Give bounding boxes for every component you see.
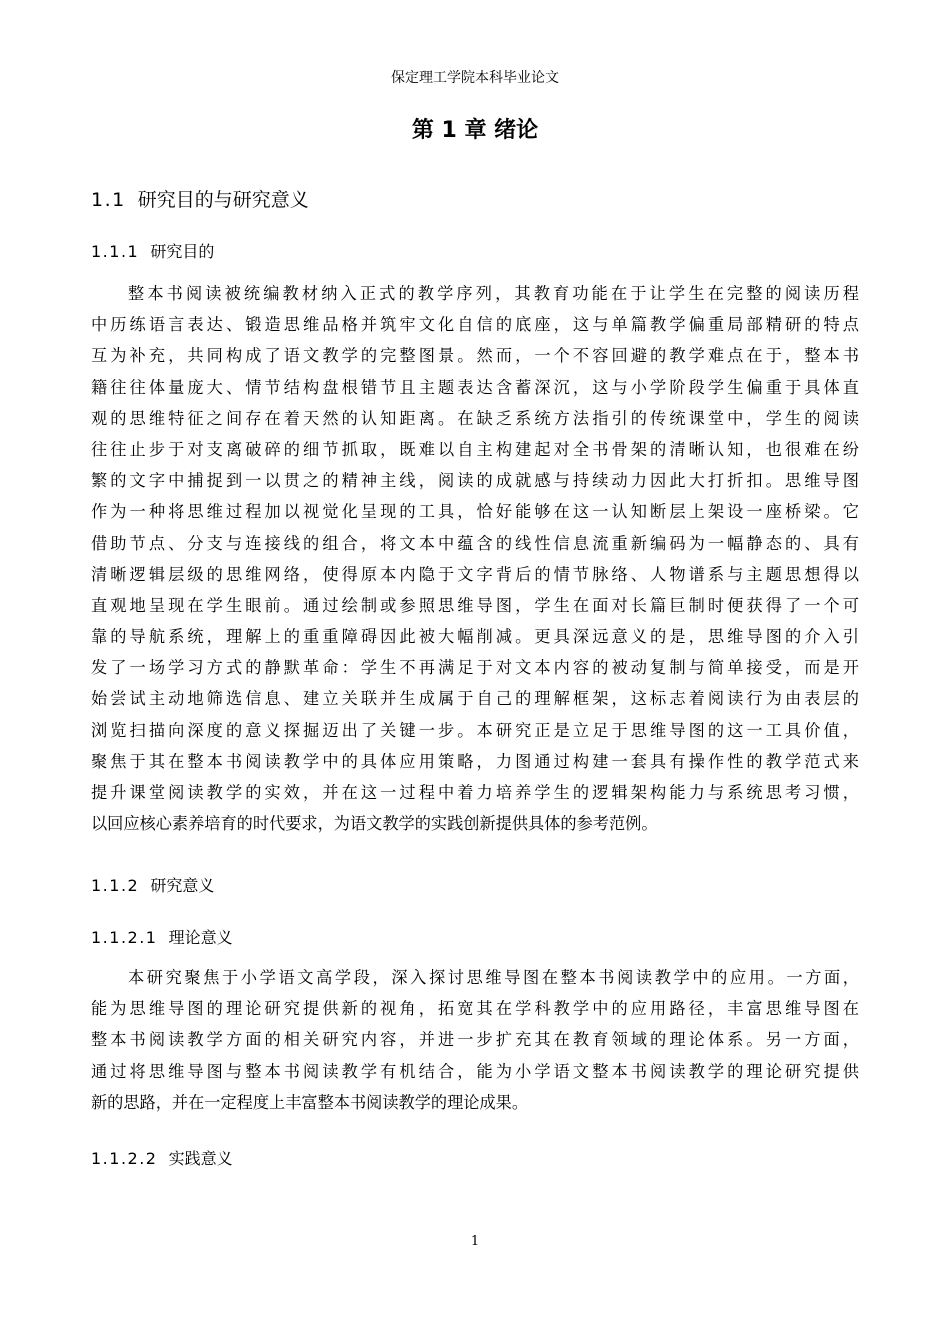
section-title: 研究意义 — [150, 876, 215, 895]
section-title: 实践意义 — [168, 1149, 233, 1168]
paragraph-line: 中历练语言表达、锻造思维品格并筑牢文化自信的底座，这与单篇教学偏重局部精研的特点 — [91, 315, 859, 335]
paragraph-line: 借助节点、分支与连接线的组合，将文本中蕴含的线性信息流重新编码为一幅静态的、具有 — [91, 533, 859, 553]
paragraph-line: 互为补充，共同构成了语文教学的完整图景。然而，一个不容回避的教学难点在于，整本书 — [91, 346, 859, 366]
paragraph-line: 本研究聚焦于小学语文高学段，深入探讨思维导图在整本书阅读教学中的应用。一方面， — [128, 968, 859, 987]
paragraph-line: 籍往往体量庞大、情节结构盘根错节且主题表达含蓄深沉，这与小学阶段学生偏重于具体直 — [91, 377, 859, 397]
section-number: 1.1.2.1 — [91, 928, 158, 947]
paragraph-line: 通过将思维导图与整本书阅读教学有机结合，能为小学语文整本书阅读教学的理论研究提供 — [91, 1061, 859, 1081]
paragraph-line: 整本书阅读教学方面的相关研究内容，并进一步扩充其在教育领域的理论体系。另一方面， — [91, 1030, 859, 1050]
page-number: 1 — [470, 1234, 480, 1249]
section-title: 研究目的与研究意义 — [137, 189, 309, 211]
paragraph-line: 清晰逻辑层级的思维网络，使得原本内隐于文字背后的情节脉络、人物谱系与主题思想得以 — [91, 564, 859, 584]
paragraph-line: 新的思路，并在一定程度上丰富整本书阅读教学的理论成果。 — [91, 1092, 529, 1112]
paragraph-theoretical-significance — [91, 962, 859, 1118]
paragraph-line: 靠的导航系统，理解上的重重障碍因此被大幅削减。更具深远意义的是，思维导图的介入引 — [91, 627, 859, 647]
section-number: 1.1.2.2 — [91, 1149, 158, 1168]
paragraph-line: 观的思维特征之间存在着天然的认知距离。在缺乏系统方法指引的传统课堂中，学生的阅读 — [91, 408, 859, 428]
paragraph-line: 往往止步于对支离破碎的细节抓取，既难以自主构建起对全书骨架的清晰认知，也很难在纷 — [91, 439, 859, 459]
section-number: 1.1.1 — [91, 242, 140, 261]
paragraph-line: 作为一种将思维过程加以视觉化呈现的工具，恰好能够在这一认知断层上架设一座桥梁。它 — [91, 502, 859, 522]
paragraph-research-purpose — [91, 278, 859, 839]
section-number: 1.1.2 — [91, 876, 140, 895]
paragraph-line: 浏览扫描向深度的意义探掘迈出了关键一步。本研究正是立足于思维导图的这一工具价值， — [91, 720, 859, 740]
running-header: 保定理工学院本科毕业论文 — [391, 70, 559, 86]
section-title: 研究目的 — [150, 242, 215, 261]
section-number: 1.1 — [91, 189, 126, 211]
paragraph-line: 提升课堂阅读教学的实效，并在这一过程中着力培养学生的逻辑架构能力与系统思考习惯， — [91, 783, 859, 802]
paragraph-line: 发了一场学习方式的静默革命：学生不再满足于对文本内容的被动复制与简单接受，而是开 — [91, 658, 859, 678]
paragraph-line: 繁的文字中捕捉到一以贯之的精神主线，阅读的成就感与持续动力因此大打折扣。思维导图 — [91, 471, 859, 491]
paragraph-line: 聚焦于其在整本书阅读教学中的具体应用策略，力图通过构建一套具有操作性的教学范式来 — [91, 751, 859, 771]
paragraph-line: 以回应核心素养培育的时代要求，为语文教学的实践创新提供具体的参考范例。 — [91, 814, 658, 834]
paragraph-line: 整本书阅读被统编教材纳入正式的教学序列，其教育功能在于让学生在完整的阅读历程 — [128, 284, 859, 303]
paragraph-line: 能为思维导图的理论研究提供新的视角，拓宽其在学科教学中的应用路径，丰富思维导图在 — [91, 999, 859, 1019]
paragraph-line: 始尝试主动地筛选信息、建立关联并生成属于自己的理解框架，这标志着阅读行为由表层的 — [91, 689, 859, 709]
section-heading-1-1-2 — [91, 874, 214, 898]
section-heading-1-1-1 — [91, 240, 214, 264]
section-heading-1-1-2-1 — [91, 926, 233, 950]
section-heading-1-1-2-2 — [91, 1147, 233, 1171]
paragraph-line: 直观地呈现在学生眼前。通过绘制或参照思维导图，学生在面对长篇巨制时便获得了一个可 — [91, 595, 859, 615]
section-heading-1-1 — [91, 186, 309, 214]
chapter-title: 第 1 章 绪论 — [411, 118, 539, 143]
section-title: 理论意义 — [168, 928, 233, 947]
